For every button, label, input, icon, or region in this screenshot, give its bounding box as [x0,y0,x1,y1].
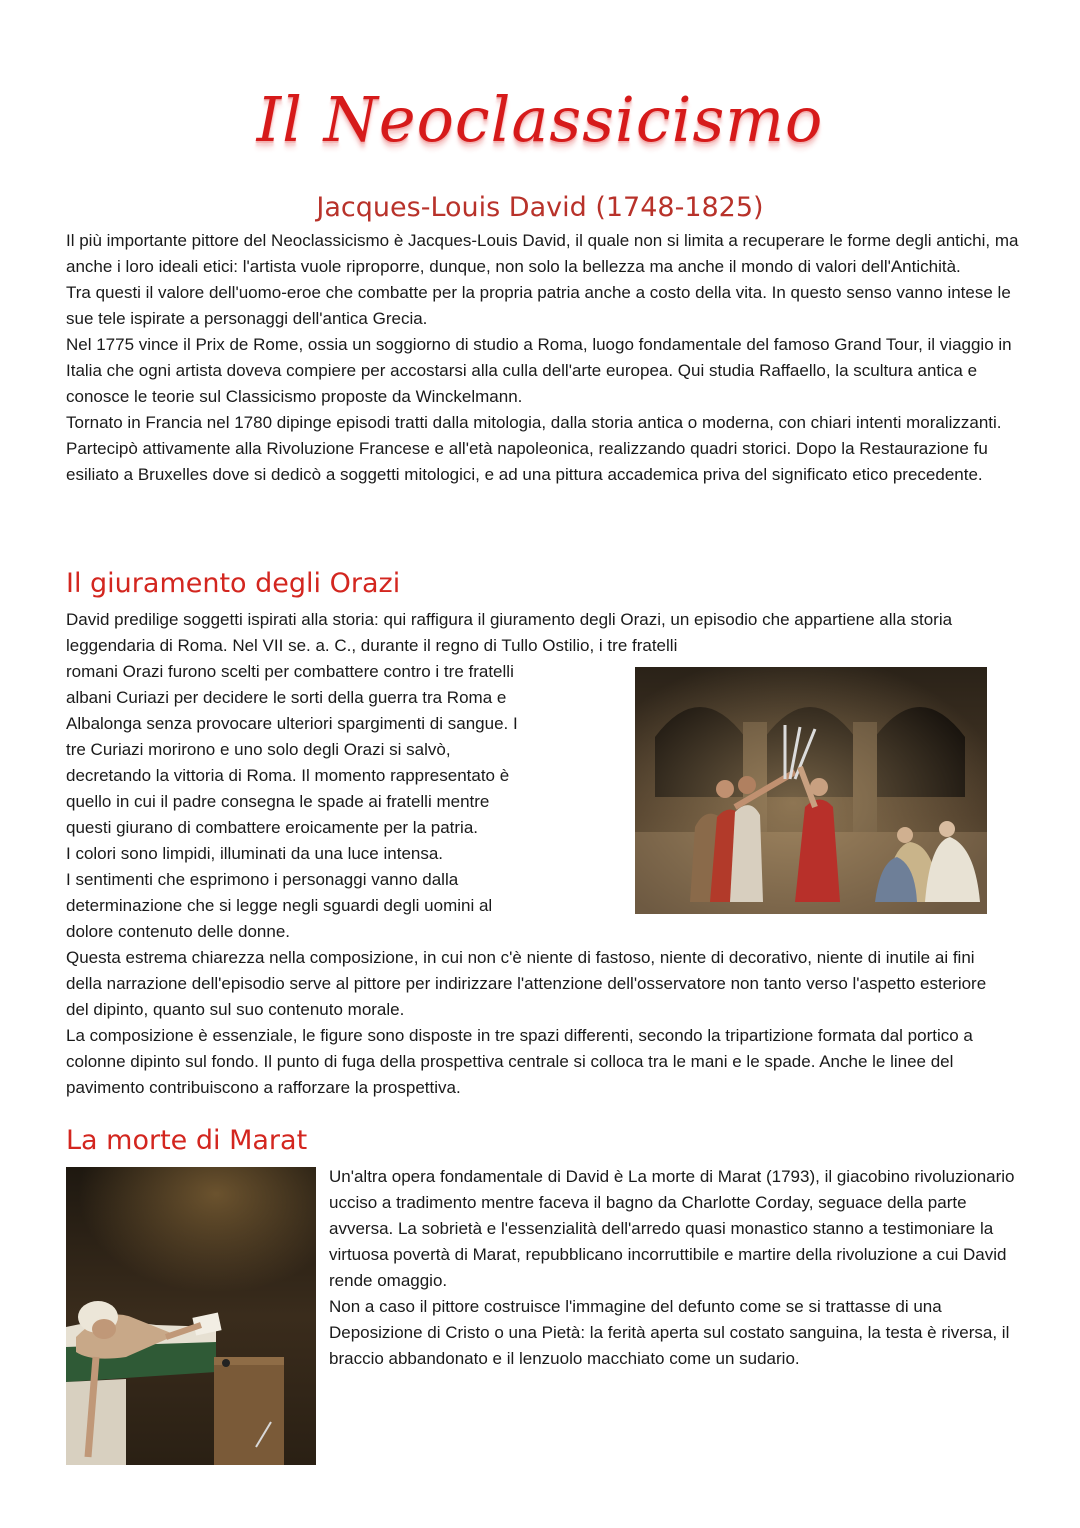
orazi-side-text [66,659,611,945]
artist-subtitle: Jacques-Louis David (1748-1825) [316,192,764,223]
intro-paragraph: Nel 1775 vince il Prix de Rome, ossia un soggiorno di studio a Roma, luogo fondamentale del famoso Grand Tour, il viaggio in Italia che ogni artista doveva compiere per accostarsi alla culla dell'arte europea. Qui studia Raffaello, la scultura antica e conosce le teorie sul Classicismo proposte da Winckelmann. [66,335,1012,406]
page-title: Il Neoclassicismo [256,83,824,156]
orazi-side-line: romani Orazi furono scelti per combattere contro i tre fratelli [66,662,514,681]
orazi-heading: Il giuramento degli Orazi [66,568,401,599]
orazi-lead-paragraph: David predilige soggetti ispirati alla storia: qui raffigura il giuramento degli Orazi, un episodio che appartiene alla storia leggendaria di Roma. Nel VII se. a. C., durante il regno di Tullo Ostilio, i tre fratelli [66,610,953,655]
orazi-analysis-paragraph: La composizione è essenziale, le figure sono disposte in tre spazi differenti, secondo la tripartizione formata dal portico a colonne dipinto sul fondo. Il punto di fuga della prospettiva centrale si colloca tra le mani e le spade. Anche le linee del pavimento contribuiscono a rafforzare la prospettiva. [66,1026,973,1097]
intro-paragraph: Il più importante pittore del Neoclassicismo è Jacques-Louis David, il quale non si limita a recuperare le forme degli antichi, ma anche i loro ideali etici: l'artista vuole riproporre, dunque, non solo la bellezza ma anche il mondo di valori dell'Antichità. [66,231,1019,276]
orazi-side-line: I colori sono limpidi, illuminati da una luce intensa. [66,844,444,863]
orazi-side-line: I sentimenti che esprimono i personaggi vanno dalla [66,870,459,889]
orazi-side-line: dolore contenuto delle donne. [66,922,291,941]
intro-text [66,228,1036,488]
orazi-side-line: tre Curiazi morirono e uno solo degli Orazi si salvò, [66,740,451,759]
orazi-lead-text [66,607,1011,659]
oath-of-horatii-painting [635,667,987,914]
death-of-marat-painting [66,1167,316,1465]
orazi-side-line: questi giurano di combattere eroicamente per la patria. [66,818,479,837]
orazi-side-line: determinazione che si legge negli sguardi degli uomini al [66,896,493,915]
marat-paragraph: Non a caso il pittore costruisce l'immagine del defunto come se si trattasse di una Deposizione di Cristo o una Pietà: la ferità aperta sul costato sanguina, la testa è riversa, il braccio abbandonato e il lenzuolo macchiato come un sudario. [329,1297,1010,1368]
orazi-side-line: quello in cui il padre consegna le spade ai fratelli mentre [66,792,490,811]
marat-text [329,1164,1019,1372]
orazi-analysis-paragraph: Questa estrema chiarezza nella composizione, in cui non c'è niente di fastoso, niente di decorativo, niente di inutile ai fini della narrazione dell'episodio serve al pittore per indirizzare l'attenzione dell'osservatore non tanto verso l'aspetto esteriore del dipinto, quanto sul suo contenuto morale. [66,948,987,1019]
marat-paragraph: Un'altra opera fondamentale di David è La morte di Marat (1793), il giacobino rivoluzionario ucciso a tradimento mentre faceva il bagno da Charlotte Corday, seguace della parte avversa. La sobrietà e l'essenzialità dell'arredo quasi monastico stanno a testimoniare la virtuosa povertà di Marat, repubblicano incorruttibile e martire della rivoluzione a cui David rende omaggio. [329,1167,1015,1290]
marat-heading: La morte di Marat [66,1125,308,1156]
orazi-side-line: albani Curiazi per decidere le sorti della guerra tra Roma e [66,688,507,707]
intro-paragraph: Tornato in Francia nel 1780 dipinge episodi tratti dalla mitologia, dalla storia antica o moderna, con chiari intenti moralizzanti. Partecipò attivamente alla Rivoluzione Francese e all'età napoleonica, realizzando quadri storici. Dopo la Restaurazione fu esiliato a Bruxelles dove si dedicò a soggetti mitologici, e ad una pittura accademica priva del significato etico precedente. [66,413,1002,484]
intro-paragraph: Tra questi il valore dell'uomo-eroe che combatte per la propria patria anche a costo della vita. In questo senso vanno intese le sue tele ispirate a personaggi dell'antica Grecia. [66,283,1011,328]
orazi-side-line: decretando la vittoria di Roma. Il momento rappresentato è [66,766,510,785]
orazi-analysis-text [66,945,1011,1101]
orazi-side-line: Albalonga senza provocare ulteriori spargimenti di sangue. I [66,714,518,733]
